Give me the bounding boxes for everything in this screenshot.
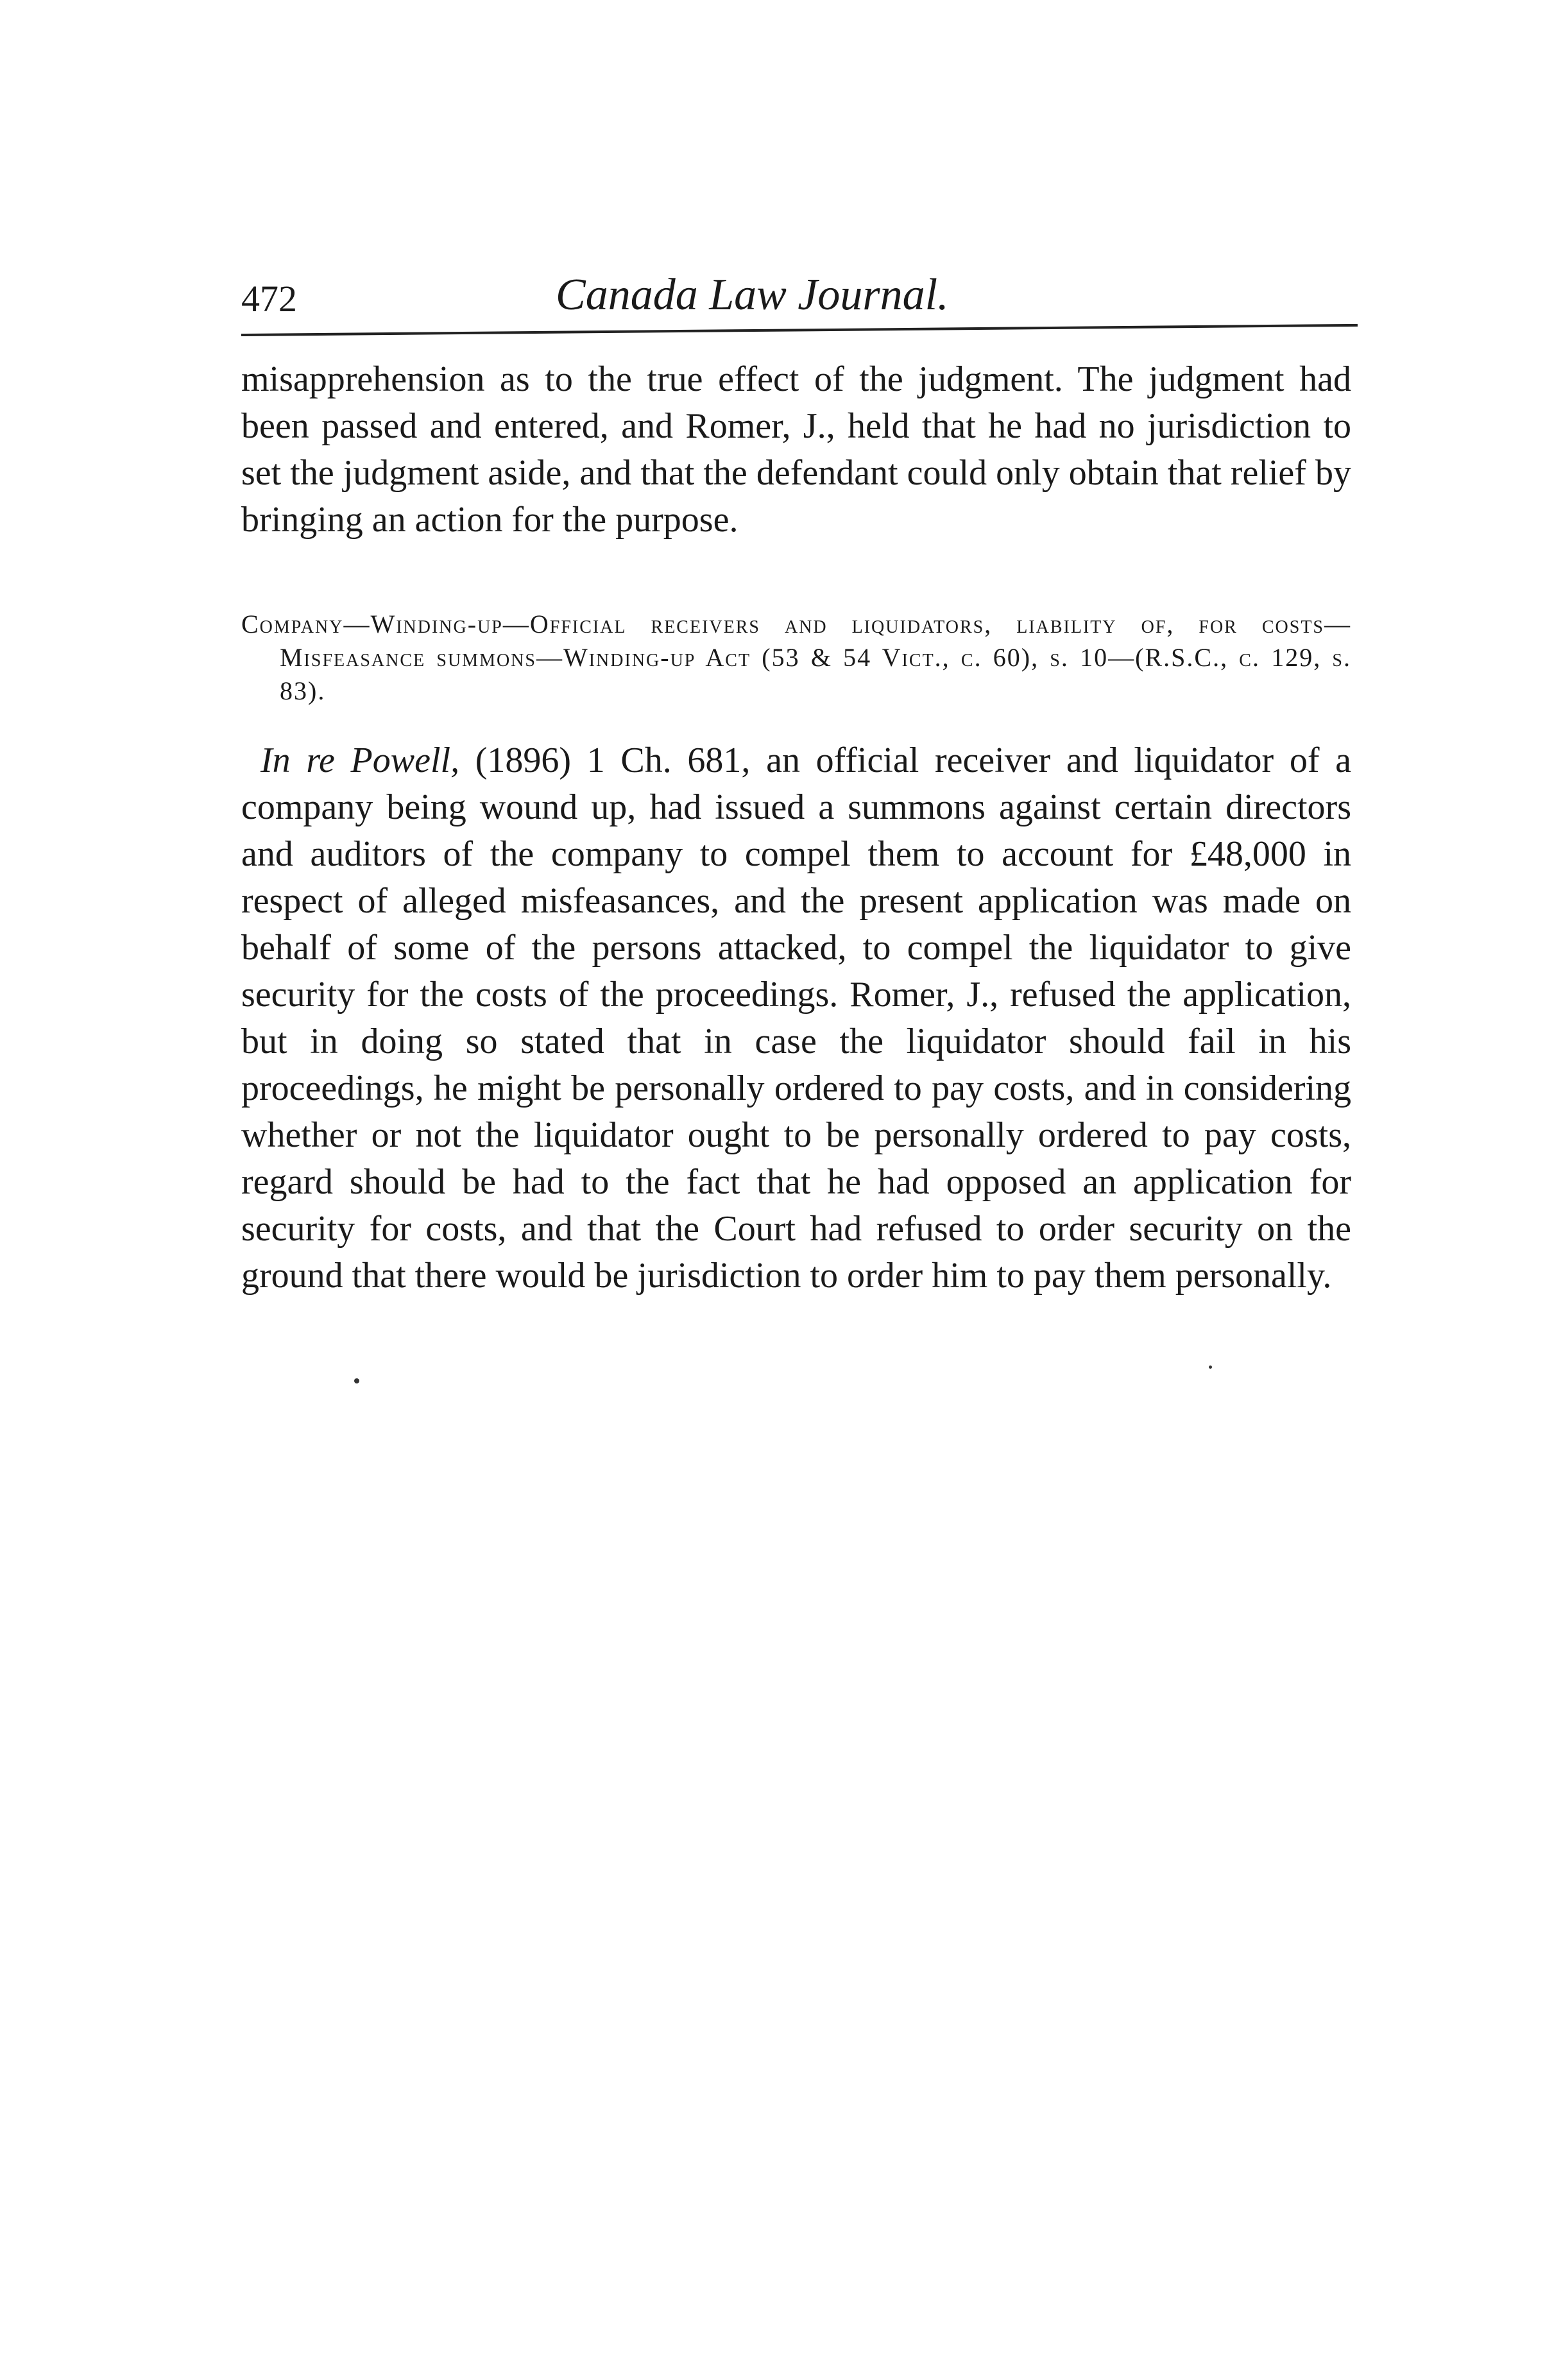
page-header [241,270,1358,327]
case-paragraph-text: (1896) 1 Ch. 681, an official receiver and liquidator of a company being wound up, had issued a summons against certain directors and auditors of the company to compel them to account for £48,000 in respect of alleged misfeasances, and the present application was made on behalf of some of the persons attacked, to compel the liquidator to give security for the costs of the proceedings. Romer, J., refused the application, but in doing so stated that in case the liquidator should fail in his proceedings, he might be personally ordered to pay costs, and in considering whether or not the liquidator ought to be personally ordered to pay costs, regard should be had to the fact that he had opposed an application for security for costs, and that the Court had refused to order security on the ground that there would be jurisdiction to order him to pay them personally. [241,741,1351,1296]
case-name: In re Powell, [260,741,460,780]
page-body [241,356,1351,1299]
case-paragraph [241,737,1351,1299]
paragraph-continuation: misapprehension as to the true effect of the judgment. The judgment had been passed and entered, and Romer, J., held that he had no jurisdiction to set the judgment aside, and that the defendant could only obtain that relief by bringing an action for the purpose. [241,359,1351,540]
case-headnote [241,608,1351,708]
scan-speck [1209,1366,1212,1369]
scan-speck [354,1378,359,1383]
headnote-text: Company—Winding-up—Official receivers and liquidators, liability of, for costs—Misfeasance summons—Winding-up Act (53 & 54 Vict., c. 60), s. 10—(R.S.C., c. 129, s. 83). [241,610,1351,705]
page-number: 472 [241,278,297,320]
running-title: Canada Law Journal. [556,270,949,320]
